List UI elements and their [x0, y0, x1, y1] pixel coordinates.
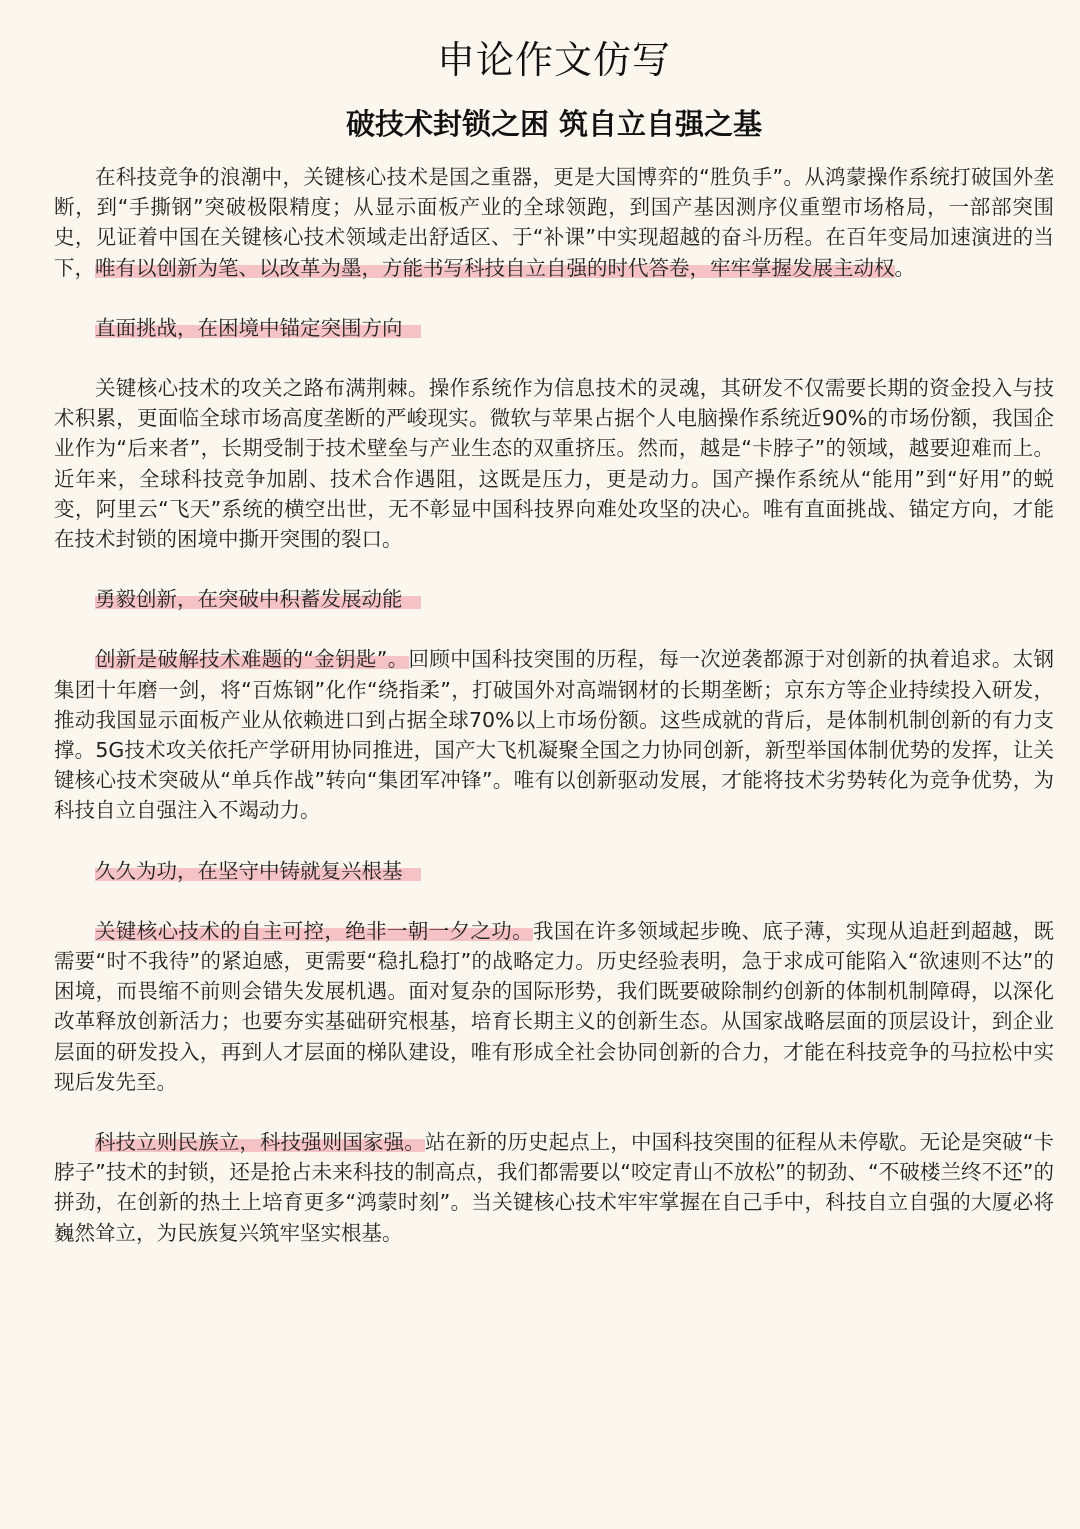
conclusion-highlight: 科技立则民族立，科技强则国家强。: [95, 1130, 425, 1155]
section-heading-2: [54, 584, 1054, 614]
essay-body: [54, 162, 1054, 1248]
conclusion-text: 站在新的历史起点上，中国科技突围的征程从未停歇。无论是突破“卡脖子”技术的封锁，还是抢占未来科技的制高点，我们都需要以“咬定青山不放松”的韧劲、“不破楼兰终不还”的拼劲，在创新的热土上培育更多“鸿蒙时刻”。当关键核心技术牢牢掌握在自己手中，科技自立自强的大厦必将巍然耸立，为民族复兴筑牢坚实根基。: [54, 1130, 1054, 1245]
section-heading-2-label: 勇毅创新，在突破中积蓄发展动能: [95, 587, 421, 611]
section-2-text: 回顾中国科技突围的历程，每一次逆袭都源于对创新的执着追求。太钢集团十年磨一剑，将“百炼钢”化作“绕指柔”，打破国外对高端钢材的长期垄断；京东方等企业持续投入研发，推动我国显示面板产业从依赖进口到占据全球70%以上市场份额。这些成就的背后，是体制机制创新的有力支撑。5G技术攻关依托产学研用协同推进，国产大飞机凝聚全国之力协同创新，新型举国体制优势的发挥，让关键核心技术突破从“单兵作战”转向“集团军冲锋”。唯有以创新驱动发展，才能将技术劣势转化为竞争优势，为科技自立自强注入不竭动力。: [54, 647, 1054, 823]
section-heading-3: [54, 856, 1054, 886]
section-heading-1-label: 直面挑战，在困境中锚定突围方向: [95, 316, 421, 340]
section-1-text: 关键核心技术的攻关之路布满荆棘。操作系统作为信息技术的灵魂，其研发不仅需要长期的资金投入与技术积累，更面临全球市场高度垄断的严峻现实。微软与苹果占据个人电脑操作系统近90%的市场份额，我国企业作为“后来者”，长期受制于技术壁垒与产业生态的双重挤压。然而，越是“卡脖子”的领域，越要迎难而上。近年来，全球科技竞争加剧、技术合作遇阻，这既是压力，更是动力。国产操作系统从“能用”到“好用”的蜕变，阿里云“飞天”系统的横空出世，无不彰显中国科技界向难处攻坚的决心。唯有直面挑战、锚定方向，才能在技术封锁的困境中撕开突围的裂口。: [54, 376, 1054, 552]
essay-title: 破技术封锁之困 筑自立自强之基: [345, 107, 763, 141]
page-title: 申论作文仿写: [436, 38, 671, 82]
intro-paragraph: [54, 162, 1054, 283]
conclusion-paragraph: [54, 1127, 1054, 1248]
section-heading-1: [54, 313, 1054, 343]
section-2-paragraph: [54, 644, 1054, 825]
section-3-paragraph: [54, 916, 1054, 1097]
intro-highlight: 唯有以创新为笔、以改革为墨，方能书写科技自立自强的时代答卷，牢牢掌握发展主动权: [95, 255, 895, 280]
intro-text-end: 。: [894, 255, 915, 280]
section-heading-3-label: 久久为功，在坚守中铸就复兴根基: [95, 859, 421, 883]
section-3-highlight: 关键核心技术的自主可控，绝非一朝一夕之功。: [95, 918, 533, 943]
intro-text: 在科技竞争的浪潮中，关键核心技术是国之重器，更是大国博弈的“胜负手”。从鸿蒙操作系统打破国外垄断，到“手撕钢”突破极限精度；从显示面板产业的全球领跑，到国产基因测序仪重塑市场格局，一部部突围史，见证着中国在关键核心技术领域走出舒适区、于“补课”中实现超越的奋斗历程。在百年变局加速演进的当下，: [54, 165, 1054, 280]
section-2-highlight: 创新是破解技术难题的“金钥匙”。: [95, 647, 409, 672]
section-1-paragraph: [54, 373, 1054, 554]
section-3-text: 我国在许多领域起步晚、底子薄，实现从追赶到超越，既需要“时不我待”的紧迫感，更需要“稳扎稳打”的战略定力。历史经验表明，急于求成可能陷入“欲速则不达”的困境，而畏缩不前则会错失发展机遇。面对复杂的国际形势，我们既要破除制约创新的体制机制障碍，以深化改革释放创新活力；也要夯实基础研究根基，培育长期主义的创新生态。从国家战略层面的顶层设计，到企业层面的研发投入，再到人才层面的梯队建设，唯有形成全社会协同创新的合力，才能在科技竞争的马拉松中实现后发先至。: [54, 918, 1055, 1094]
